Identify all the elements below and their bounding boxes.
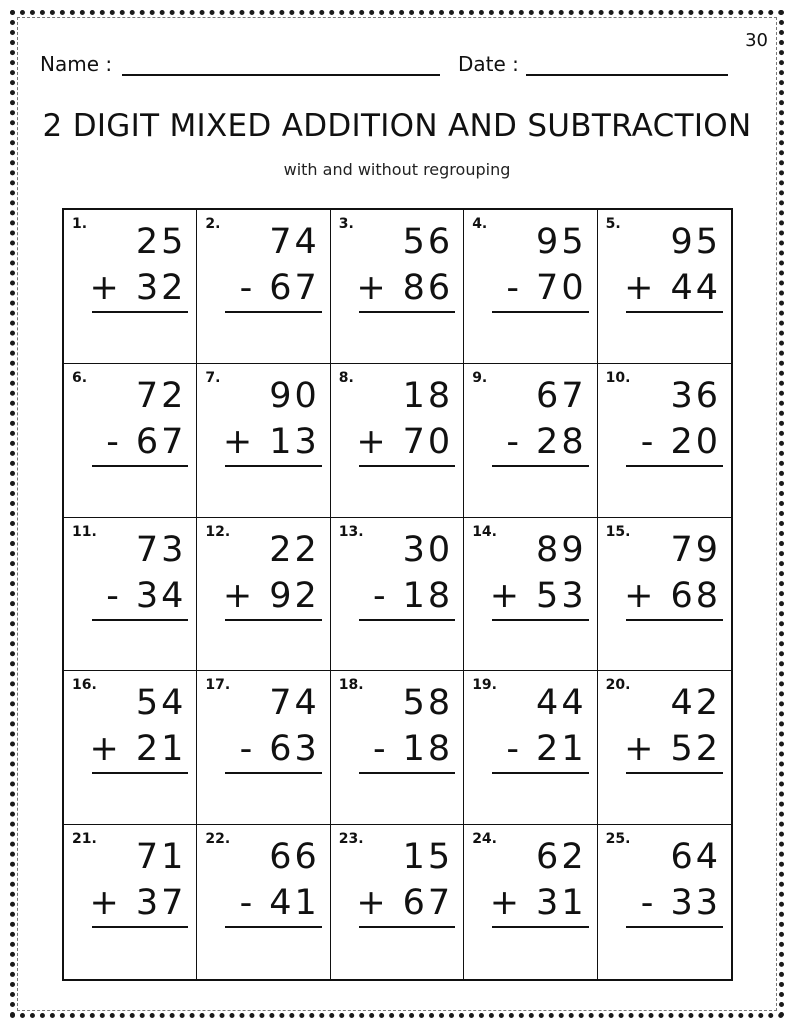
problem-top-number: 89 [536,529,587,570]
problem-operator: - [106,575,122,616]
problem-bottom-row [356,268,453,308]
answer-line [626,465,723,467]
problem-number: 1. [72,216,88,232]
problem-bottom-row [356,422,453,462]
problem-number: 4. [472,216,488,232]
problem-bottom-number: 18 [402,729,454,770]
problem-operator: + [489,575,523,616]
answer-line [492,465,588,467]
problem-number: 11. [72,523,97,540]
problem-top-number: 73 [135,529,187,570]
problem-operator: + [89,729,122,770]
name-label: Name : [40,52,113,76]
problem-bottom-number: 44 [670,268,721,308]
problem-number: 24. [472,831,497,848]
problem-bottom-number: 86 [402,268,454,308]
problem-bottom-number: 52 [670,729,721,770]
problem-number: 14. [472,523,497,540]
problem-bottom-row [223,422,320,462]
problem-cell[interactable] [464,671,597,825]
answer-line [626,772,723,774]
problem-grid [62,208,733,981]
problem-operator: - [640,883,657,924]
problem-top-number: 22 [269,529,320,570]
problem-top-number: 95 [536,222,587,262]
problem-number: 15. [605,523,631,540]
answer-line [92,619,188,621]
problem-top-number: 72 [135,375,187,416]
problem-cell[interactable] [598,825,731,979]
problem-operator: - [373,729,389,770]
problem-operator: - [373,575,389,616]
problem-top-number: 56 [402,222,454,262]
problem-top-number: 36 [670,375,721,416]
answer-line [626,619,723,621]
problem-bottom-row [624,576,721,616]
worksheet-subtitle: with and without regrouping [283,160,511,179]
answer-line [225,772,321,774]
problem-bottom-number: 18 [402,575,454,616]
problem-cell[interactable] [598,210,731,364]
problem-cell[interactable] [598,364,731,518]
problem-top-number: 54 [135,683,187,724]
date-field[interactable] [526,74,728,76]
problem-bottom-number: 92 [269,575,320,616]
problem-cell[interactable] [464,518,597,672]
problem-bottom-row [90,268,187,308]
problem-top-number: 71 [135,837,187,878]
problem-operator: - [506,729,523,770]
problem-bottom-row [506,422,586,462]
problem-cell[interactable] [464,364,597,518]
problem-number: 20. [605,677,631,694]
answer-line [225,926,321,928]
problem-operator: + [89,883,122,924]
problem-operator: + [356,268,389,308]
problem-number: 22. [205,831,231,848]
problem-bottom-row [490,576,587,616]
problem-operator: + [222,421,256,462]
problem-bottom-row [624,729,721,769]
problem-cell[interactable] [197,364,330,518]
problem-operator: + [356,883,389,924]
problem-bottom-number: 41 [269,883,320,924]
problem-number: 2. [205,216,221,232]
answer-line [492,311,588,313]
problem-number: 6. [72,369,88,386]
problem-top-number: 58 [402,683,454,724]
answer-line [626,311,723,313]
problem-bottom-row [90,883,187,923]
problem-bottom-number: 37 [135,883,187,924]
problem-number: 3. [338,216,354,232]
page-number: 30 [745,30,768,51]
problem-bottom-number: 20 [670,421,721,462]
answer-line [359,772,455,774]
answer-line [359,465,455,467]
problem-bottom-row [240,729,320,769]
problem-cell[interactable] [464,825,597,979]
problem-top-number: 15 [402,837,454,878]
problem-operator: - [239,883,256,924]
problem-operator: - [506,421,523,462]
answer-line [225,311,321,313]
problem-bottom-number: 13 [269,421,320,462]
problem-bottom-number: 21 [536,729,587,770]
problem-bottom-number: 67 [269,268,320,308]
problem-cell[interactable] [598,518,731,672]
problem-bottom-number: 53 [536,575,587,616]
problem-top-number: 44 [536,683,587,724]
problem-cell[interactable] [197,518,330,672]
problem-cell[interactable] [64,364,197,518]
problem-bottom-row [106,576,186,616]
answer-line [225,465,321,467]
problem-top-number: 30 [402,529,454,570]
answer-line [225,619,321,621]
problem-bottom-number: 32 [135,268,187,308]
problem-top-number: 74 [269,222,320,262]
problem-bottom-number: 31 [536,883,587,924]
worksheet-title: 2 DIGIT MIXED ADDITION AND SUBTRACTION [42,108,752,144]
problem-top-number: 74 [269,683,320,724]
answer-line [492,619,588,621]
problem-top-number: 64 [670,837,721,878]
problem-cell[interactable] [598,671,731,825]
answer-line [626,926,723,928]
problem-top-number: 79 [670,529,721,570]
problem-bottom-number: 68 [670,575,721,616]
problem-bottom-row [223,576,320,616]
problem-cell[interactable] [331,671,464,825]
problem-number: 19. [472,677,497,694]
problem-operator: - [239,268,256,308]
problem-cell[interactable] [331,364,464,518]
problem-bottom-number: 67 [402,883,454,924]
answer-line [359,311,455,313]
answer-line [359,926,455,928]
problem-number: 21. [72,831,97,848]
problem-operator: + [624,575,657,616]
problem-top-number: 66 [269,837,320,878]
problem-bottom-row [106,422,186,462]
problem-bottom-row [373,729,453,769]
problem-cell[interactable] [331,518,464,672]
problem-cell[interactable] [64,210,197,364]
problem-number: 23. [338,831,364,848]
problem-number: 13. [338,523,364,540]
problem-bottom-row [641,883,721,923]
problem-bottom-number: 21 [135,729,187,770]
problem-cell[interactable] [197,210,330,364]
problem-top-number: 18 [402,375,454,416]
problem-operator: + [222,575,256,616]
problem-operator: + [624,268,657,308]
problem-bottom-row [356,883,453,923]
problem-top-number: 67 [536,375,587,416]
problem-number: 16. [72,677,97,694]
problem-bottom-row [90,729,187,769]
problem-top-number: 95 [670,222,721,262]
problem-operator: + [489,883,523,924]
problem-bottom-number: 34 [135,575,187,616]
problem-cell[interactable] [64,518,197,672]
answer-line [92,926,188,928]
problem-top-number: 62 [536,837,587,878]
problem-operator: + [89,268,122,308]
problem-bottom-number: 33 [670,883,721,924]
problem-bottom-number: 28 [536,421,587,462]
problem-operator: + [356,421,389,462]
problem-bottom-row [490,883,587,923]
answer-line [492,926,588,928]
problem-operator: + [624,729,657,770]
answer-line [359,619,455,621]
problem-bottom-number: 70 [536,268,587,308]
problem-bottom-row [624,268,721,308]
problem-bottom-number: 67 [135,421,187,462]
problem-number: 18. [338,677,364,694]
problem-bottom-row [373,576,453,616]
problem-bottom-number: 63 [269,729,320,770]
answer-line [492,772,588,774]
problem-cell[interactable] [331,825,464,979]
problem-top-number: 90 [269,375,320,416]
problem-bottom-row [240,883,320,923]
problem-number: 25. [605,831,631,848]
answer-line [92,311,188,313]
problem-bottom-row [506,268,586,308]
problem-cell[interactable] [64,825,197,979]
problem-operator: - [239,729,256,770]
problem-operator: - [640,421,657,462]
answer-line [92,465,188,467]
problem-cell[interactable] [197,825,330,979]
problem-number: 17. [205,677,231,694]
name-field[interactable] [122,74,440,76]
problem-cell[interactable] [464,210,597,364]
problem-cell[interactable] [331,210,464,364]
problem-operator: - [506,268,523,308]
problem-number: 8. [338,369,354,386]
date-label: Date : [458,52,519,76]
problem-bottom-row [240,268,320,308]
problem-number: 9. [472,369,488,386]
problem-top-number: 42 [670,683,721,724]
problem-number: 12. [205,523,231,540]
problem-number: 5. [605,216,621,232]
problem-cell[interactable] [197,671,330,825]
problem-bottom-number: 70 [402,421,454,462]
problem-top-number: 25 [135,222,187,262]
answer-line [92,772,188,774]
problem-number: 10. [605,369,631,386]
problem-operator: - [106,421,122,462]
problem-number: 7. [205,369,221,386]
header-row [40,52,730,82]
problem-cell[interactable] [64,671,197,825]
problem-bottom-row [641,422,721,462]
problem-bottom-row [506,729,586,769]
